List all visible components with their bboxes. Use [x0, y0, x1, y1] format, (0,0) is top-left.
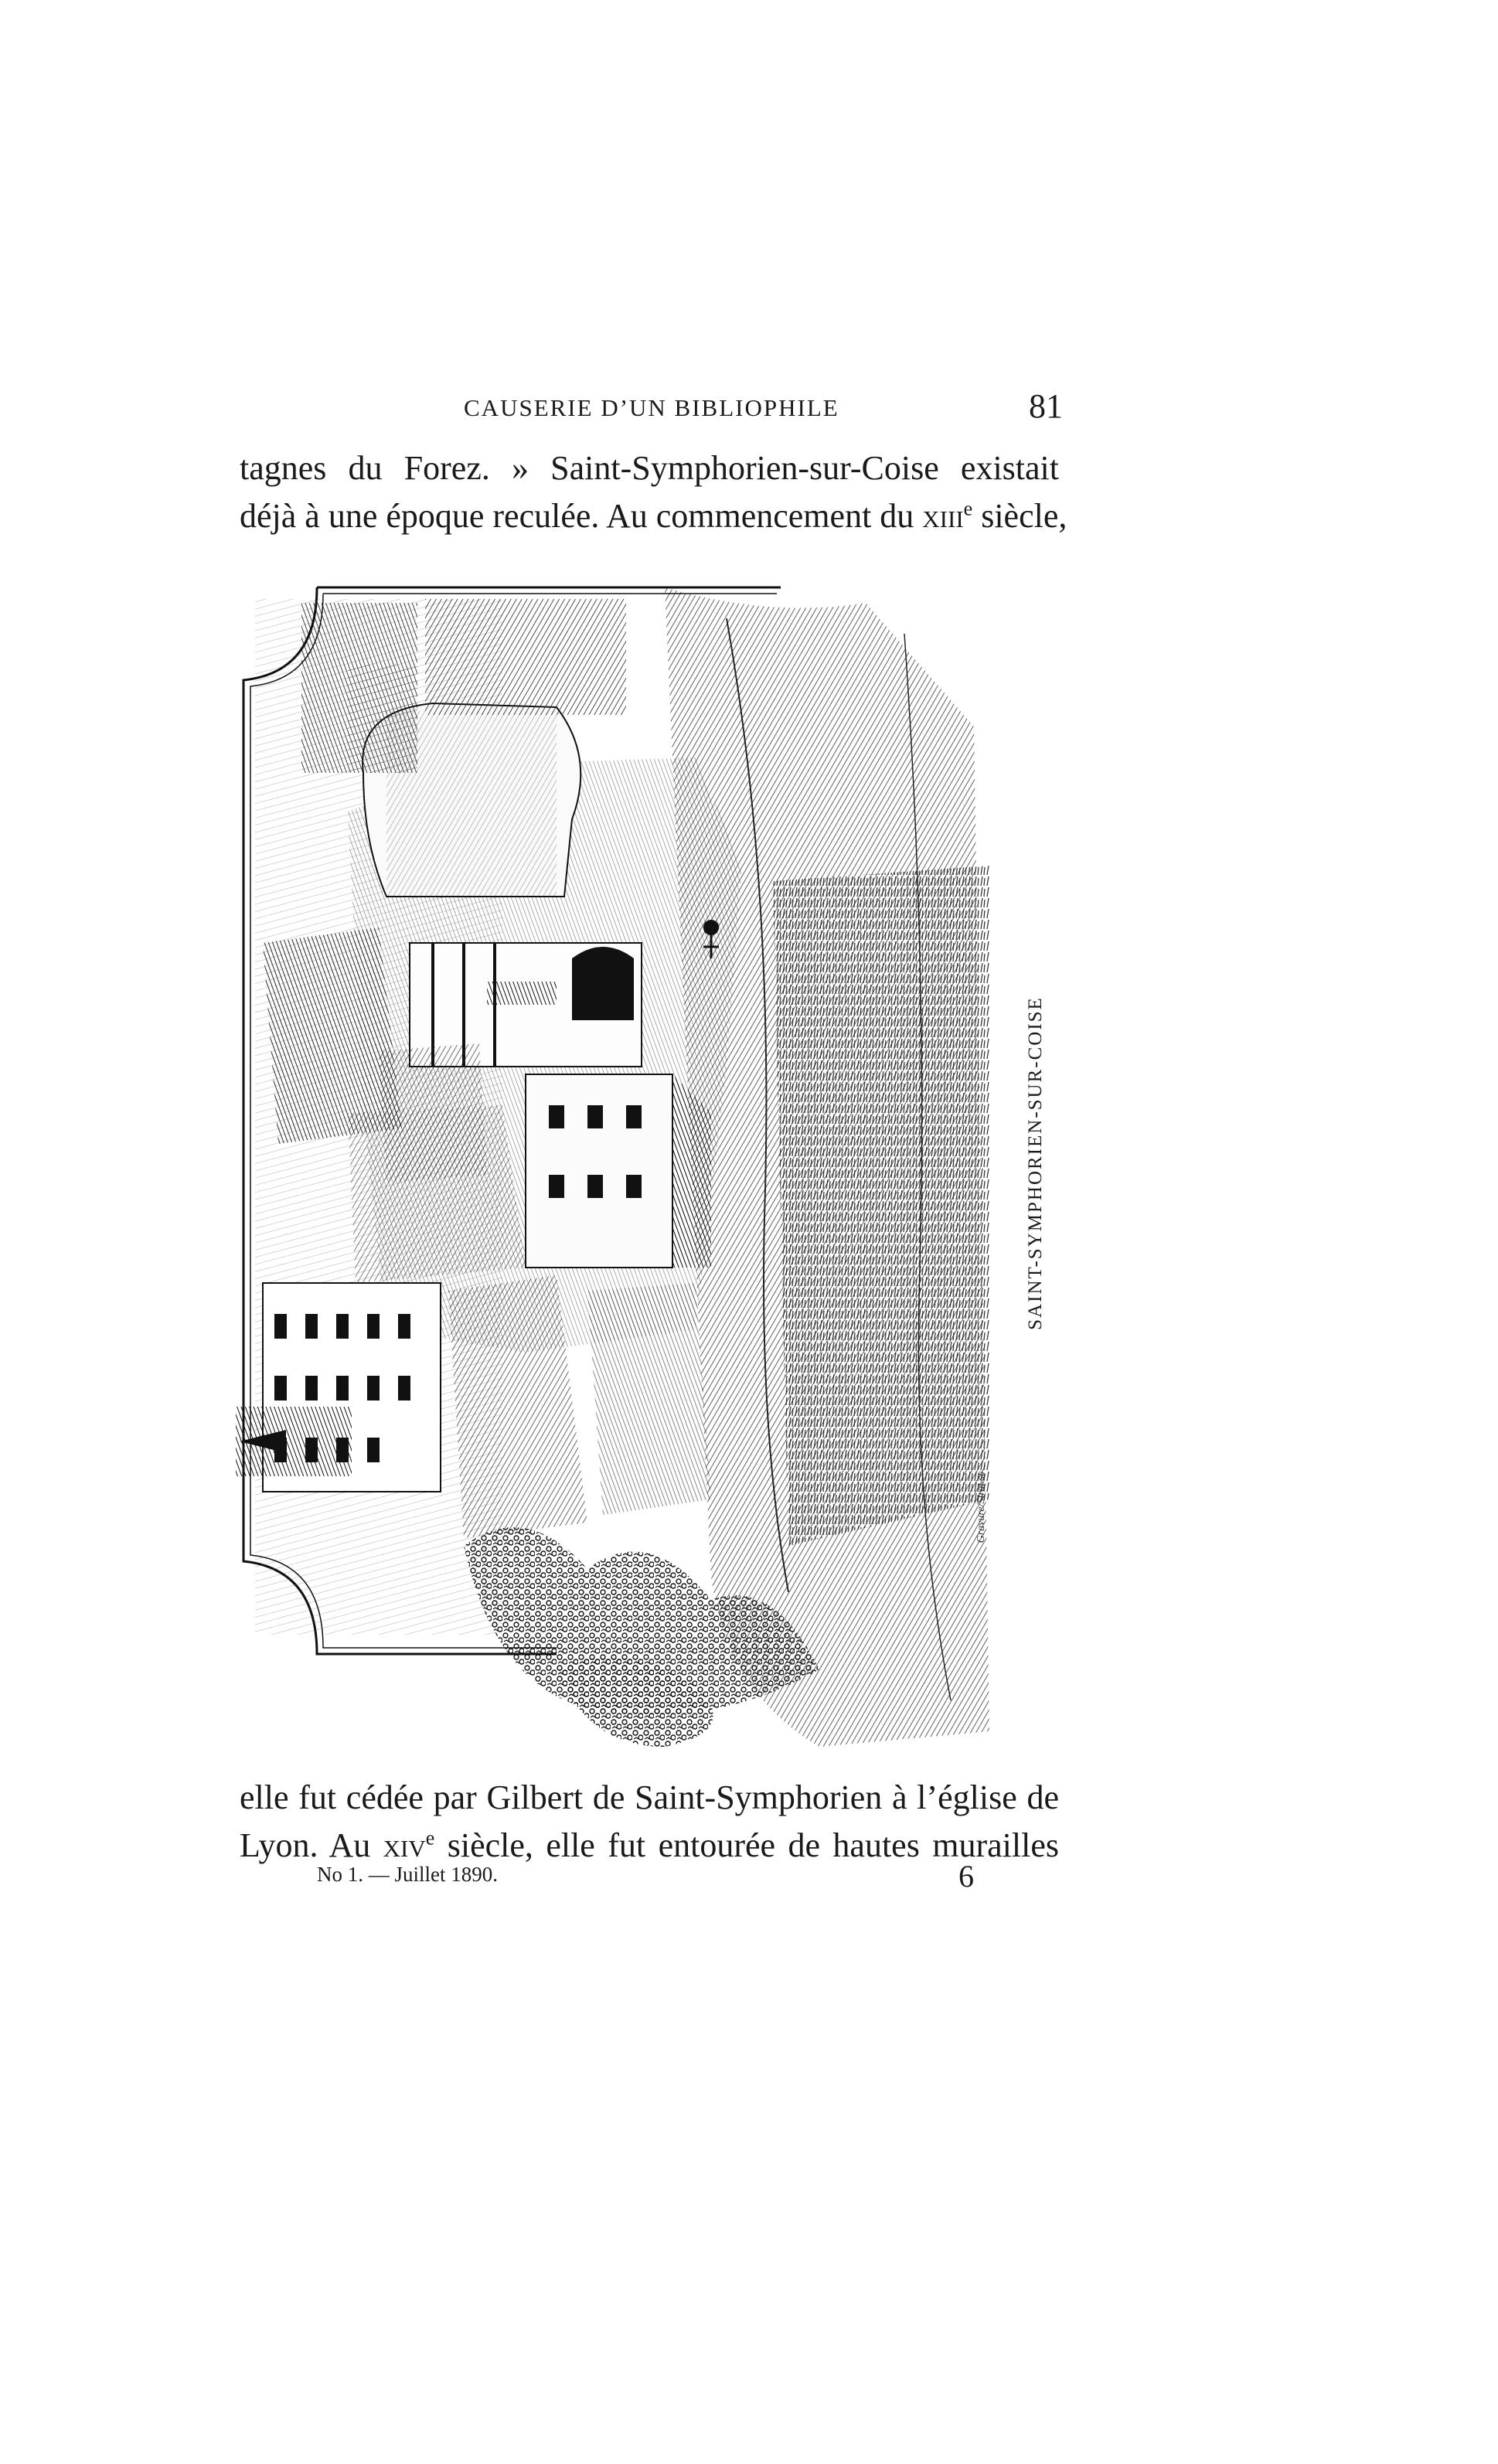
- figure-caption-container: [1016, 982, 1055, 1345]
- body-line-3: elle fut cédée par Gilbert de Saint-Symphorien à l’église de: [240, 1778, 1059, 1816]
- figure-caption: SAINT-SYMPHORIEN-SUR-COISE: [1025, 996, 1046, 1330]
- body-line-4-text: Lyon. Au: [240, 1826, 383, 1864]
- signature-mark: 6: [958, 1859, 974, 1894]
- century-numeral: xiv: [383, 1826, 426, 1864]
- body-line-2: [240, 492, 1067, 540]
- century-numeral: xiii: [922, 497, 964, 535]
- page-footer: [317, 1859, 982, 1901]
- engraver-signature: Gravure/Sirot.sc: [975, 1471, 987, 1543]
- running-title: CAUSERIE D’UN BIBLIOPHILE: [464, 394, 839, 421]
- running-head: [232, 386, 1063, 433]
- engraver-signature-container: [970, 1438, 993, 1577]
- body-line-2-tail: siècle,: [972, 497, 1067, 535]
- body-line-1: tagnes du Forez. » Saint-Symphorien-sur-Coise existait: [240, 449, 1059, 487]
- ordinal-superscript: e: [963, 497, 973, 520]
- body-line-4-tail: siècle, elle fut entourée de hautes murailles: [434, 1826, 1059, 1864]
- page-number: 81: [1029, 387, 1063, 425]
- body-line-2-text: déjà à une époque reculée. Au commencement du: [240, 497, 923, 535]
- ordinal-superscript: e: [425, 1826, 435, 1850]
- town-engraving: [232, 572, 997, 1754]
- engraving-illustration: [232, 572, 997, 1754]
- issue-note: No 1. — Juillet 1890.: [317, 1863, 498, 1886]
